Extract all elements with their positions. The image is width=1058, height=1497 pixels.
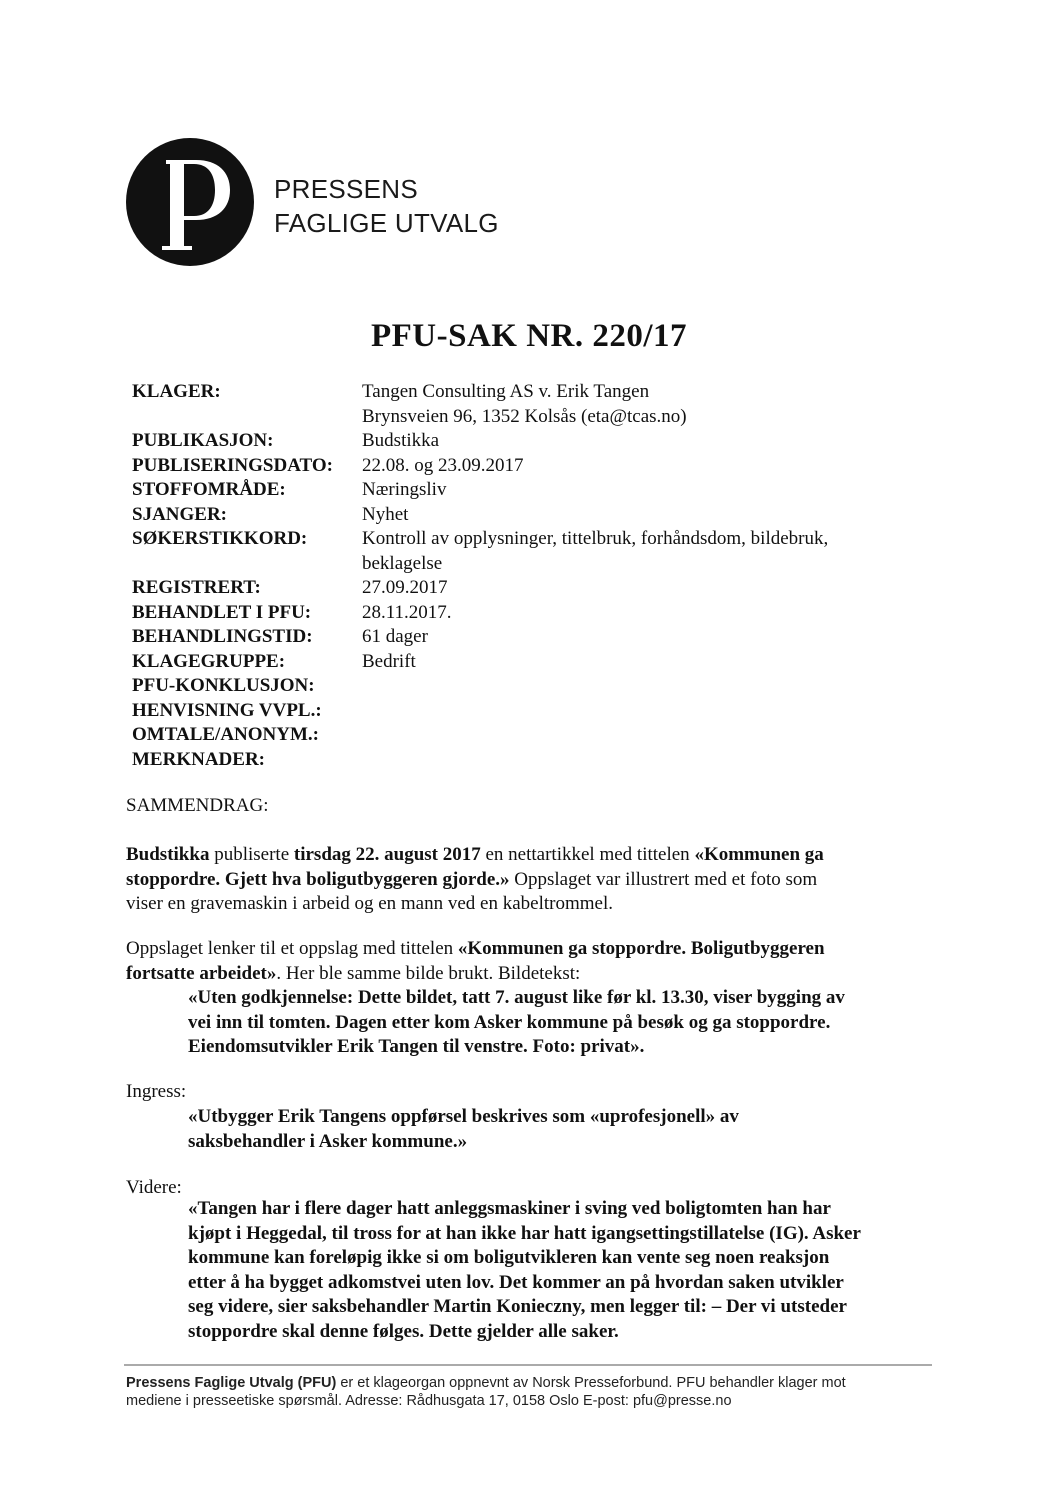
page-title: PFU-SAK NR. 220/17 xyxy=(370,318,688,354)
meta-label: BEHANDLET I PFU: xyxy=(132,601,312,623)
meta-value-line: 27.09.2017 xyxy=(362,577,448,598)
footer-text-2: mediene i presseetiske spørsmål. Adresse: Rådhusgata 17, 0158 Oslo E-post: pfu@presse.no xyxy=(126,1393,732,1409)
meta-row xyxy=(132,380,932,429)
meta-value xyxy=(362,674,932,699)
videre-line: seg videre, sier saksbehandler Martin Konieczny, men legger til: – Der vi utsteder xyxy=(188,1296,847,1317)
meta-row xyxy=(132,625,932,650)
videre-line: «Tangen har i flere dager hatt anleggsmaskiner i sving ved boligtomten han har xyxy=(188,1198,831,1219)
meta-row xyxy=(132,527,932,576)
p1-headline-start: «Kommunen ga xyxy=(694,844,824,865)
meta-value-line: Kontroll av opplysninger, tittelbruk, forhåndsdom, bildebruk, xyxy=(362,528,829,549)
paragraph-2 xyxy=(126,937,926,986)
footer-divider xyxy=(124,1364,932,1366)
meta-row xyxy=(132,601,932,626)
summary-heading xyxy=(126,794,926,819)
case-metadata xyxy=(132,380,932,772)
videre-line: kommune kan foreløpig ikke si om boligutvikleren kan vente seg noen reaksjon xyxy=(188,1247,830,1268)
p1-text-h: viser en gravemaskin i arbeid og en mann ved en kabeltrommel. xyxy=(126,893,613,914)
meta-label: BEHANDLINGSTID: xyxy=(132,626,313,647)
meta-row xyxy=(132,723,932,748)
logo-line-1: PRESSENS xyxy=(274,174,419,204)
ingress-line: saksbehandler i Asker kommune.» xyxy=(188,1130,468,1152)
meta-value xyxy=(362,699,932,724)
meta-value xyxy=(362,478,932,503)
meta-value-line: 28.11.2017. xyxy=(362,601,452,623)
meta-value-line: Budstikka xyxy=(362,430,440,451)
meta-value-line: 61 dager xyxy=(362,626,428,647)
meta-row xyxy=(132,576,932,601)
p2-text-d: . Her ble samme bilde brukt. Bildetekst: xyxy=(276,962,581,984)
meta-value-line: Brynsveien 96, 1352 Kolsås (eta@tcas.no) xyxy=(362,405,687,427)
videre-line: stoppordre skal denne følges. Dette gjelder alle saker. xyxy=(188,1320,619,1342)
meta-value xyxy=(362,625,932,650)
p1-text-b: publiserte xyxy=(209,844,294,865)
meta-value-line: Bedrift xyxy=(362,650,416,672)
ingress-label-text: Ingress: xyxy=(126,1081,187,1102)
meta-label: STOFFOMRÅDE: xyxy=(132,479,286,500)
meta-value-line: beklagelse xyxy=(362,552,443,574)
meta-value-line: 22.08. og 23.09.2017 xyxy=(362,454,524,476)
p2-text-a: Oppslaget lenker til et oppslag med tittelen xyxy=(126,938,458,959)
p1-date: tirsdag 22. august 2017 xyxy=(293,844,481,865)
meta-value xyxy=(362,503,932,528)
ingress-quote xyxy=(126,1105,988,1154)
caption-line: Eiendomsutvikler Erik Tangen til venstre. Foto: privat». xyxy=(188,1036,645,1057)
meta-value xyxy=(362,650,932,675)
meta-value xyxy=(362,601,932,626)
videre-line: etter å ha bygget adkomstvei uten lov. Det kommer an på hvordan saken utvikler xyxy=(188,1271,844,1293)
caption-line: vei inn til tomten. Dagen etter kom Asker kommune på besøk og ga stoppordre. xyxy=(188,1011,831,1033)
meta-label: PFU-KONKLUSJON: xyxy=(132,675,315,696)
meta-label: KLAGEGRUPPE: xyxy=(132,650,286,672)
videre-line: kjøpt i Heggedal, til tross for at han ikke har hatt igangsettingstillatelse (IG). Asker xyxy=(188,1222,861,1244)
page-footer xyxy=(126,1374,936,1410)
meta-value-line: Tangen Consulting AS v. Erik Tangen xyxy=(362,381,650,402)
meta-label: PUBLISERINGSDATO: xyxy=(132,454,333,476)
paragraph-1 xyxy=(126,843,926,917)
footer-org-name: Pressens Faglige Utvalg (PFU) xyxy=(126,1375,337,1391)
meta-label: HENVISNING VVPL.: xyxy=(132,699,322,721)
meta-row xyxy=(132,650,932,675)
meta-row xyxy=(132,503,932,528)
meta-value xyxy=(362,429,932,454)
meta-row xyxy=(132,454,932,479)
footer-text-1: er et klageorgan oppnevnt av Norsk Presseforbund. PFU behandler klager mot xyxy=(336,1375,846,1391)
p1-publication: Budstikka xyxy=(126,844,210,865)
p2-headline-end: fortsatte arbeidet» xyxy=(126,962,277,984)
meta-row xyxy=(132,674,932,699)
videre-label-text: Videre: xyxy=(126,1177,182,1198)
meta-value xyxy=(362,527,932,576)
logo-wordmark xyxy=(274,172,499,240)
meta-value xyxy=(362,454,932,479)
meta-value xyxy=(362,576,932,601)
meta-row xyxy=(132,478,932,503)
meta-label: KLAGER: xyxy=(132,381,221,402)
caption-quote xyxy=(126,986,988,1060)
meta-value xyxy=(362,748,932,773)
logo-line-2: FAGLIGE UTVALG xyxy=(274,208,499,238)
meta-row xyxy=(132,699,932,724)
caption-line: «Uten godkjennelse: Dette bildet, tatt 7. august like før kl. 13.30, viser bygging av xyxy=(188,987,845,1008)
p1-text-g: Oppslaget var illustrert med et foto som xyxy=(509,868,818,890)
meta-row xyxy=(132,748,932,773)
meta-label: SJANGER: xyxy=(132,503,228,525)
meta-row xyxy=(132,429,932,454)
videre-quote xyxy=(126,1197,988,1344)
meta-value-line: Næringsliv xyxy=(362,479,447,500)
meta-label: OMTALE/ANONYM.: xyxy=(132,724,319,745)
ingress-line: «Utbygger Erik Tangens oppførsel beskrives som «uprofesjonell» av xyxy=(188,1106,739,1127)
meta-value xyxy=(362,380,932,429)
meta-label: MERKNADER: xyxy=(132,748,265,770)
summary-heading-text: SAMMENDRAG: xyxy=(126,795,269,816)
meta-label: SØKERSTIKKORD: xyxy=(132,528,308,549)
pfu-p-logo-icon xyxy=(126,138,254,266)
ingress-label xyxy=(126,1080,926,1105)
meta-value xyxy=(362,723,932,748)
p1-text-d: en nettartikkel med tittelen xyxy=(480,844,695,865)
p1-headline-end: stoppordre. Gjett hva boligutbyggeren gjorde.» xyxy=(126,868,510,890)
meta-value-line: Nyhet xyxy=(362,503,409,525)
meta-label: REGISTRERT: xyxy=(132,577,261,598)
p2-headline-start: «Kommunen ga stoppordre. Boligutbyggeren xyxy=(457,938,825,959)
meta-label: PUBLIKASJON: xyxy=(132,430,274,451)
